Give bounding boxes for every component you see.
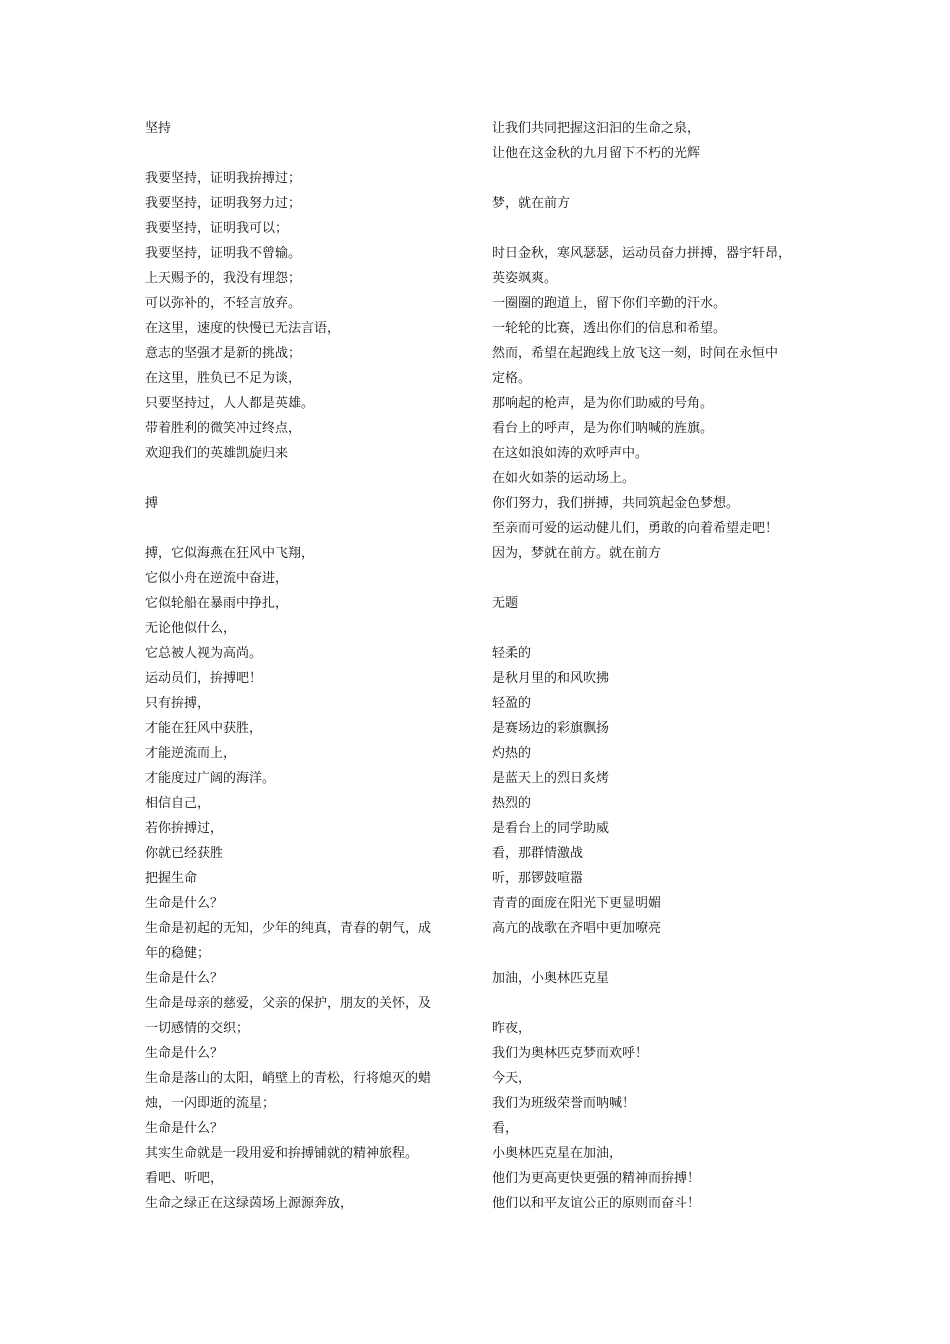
right-text-line: 我们为奥林匹克梦而欢呼！ xyxy=(492,1046,649,1061)
left-text-line: 搏，它似海燕在狂风中飞翔， xyxy=(145,546,315,561)
left-text-line: 烛，一闪即逝的流星； xyxy=(145,1096,276,1111)
right-text-line: 让他在这金秋的九月留下不朽的光辉 xyxy=(492,146,701,161)
left-text-line: 我要坚持，证明我不曾输。 xyxy=(145,246,302,261)
left-blank-line xyxy=(145,141,465,166)
right-blank-line xyxy=(492,991,812,1016)
right-blank-line xyxy=(492,941,812,966)
right-text-line: 在这如浪如涛的欢呼声中。 xyxy=(492,446,649,461)
left-text-line: 生命是什么？ xyxy=(145,1121,224,1136)
left-text-line: 无论他似什么， xyxy=(145,621,237,636)
right-text-line: 高亢的战歌在齐唱中更加嘹亮 xyxy=(492,921,662,936)
left-text-line: 搏 xyxy=(145,496,159,511)
left-text-line: 可以弥补的，不轻言放弃。 xyxy=(145,296,302,311)
right-blank-line xyxy=(492,166,812,191)
right-text-line: 他们为更高更快更强的精神而拚搏！ xyxy=(492,1171,701,1186)
left-text-line: 才能度过广阔的海洋。 xyxy=(145,771,276,786)
right-text-line: 轻柔的 xyxy=(492,646,532,661)
right-text-line: 时日金秋，寒风瑟瑟，运动员奋力拼搏，器宇轩昂， xyxy=(492,246,792,261)
left-text-line: 我要坚持，证明我努力过； xyxy=(145,196,302,211)
right-text-line: 他们以和平友谊公正的原则而奋斗！ xyxy=(492,1196,701,1211)
right-text-line: 那响起的枪声，是为你们助威的号角。 xyxy=(492,396,714,411)
right-text-line: 一轮轮的比赛，透出你们的信息和希望。 xyxy=(492,321,727,336)
right-text-line: 是看台上的同学助威 xyxy=(492,821,610,836)
left-text-line: 生命之绿正在这绿茵场上源源奔放， xyxy=(145,1196,354,1211)
right-text-line: 看台上的呼声，是为你们呐喊的旌旗。 xyxy=(492,421,714,436)
left-text-line: 你就已经获胜 xyxy=(145,846,224,861)
right-column xyxy=(492,116,812,1216)
left-column xyxy=(145,116,465,1216)
left-text-line: 其实生命就是一段用爱和拚搏铺就的精神旅程。 xyxy=(145,1146,419,1161)
right-text-line: 我们为班级荣誉而呐喊！ xyxy=(492,1096,636,1111)
left-text-line: 生命是什么？ xyxy=(145,896,224,911)
right-text-line: 是赛场边的彩旗飘扬 xyxy=(492,721,610,736)
left-text-line: 它似小舟在逆流中奋进， xyxy=(145,571,289,586)
left-text-line: 生命是落山的太阳，峭壁上的青松，行将熄灭的蜡 xyxy=(145,1071,432,1086)
left-text-line: 生命是什么？ xyxy=(145,971,224,986)
left-text-line: 年的稳健； xyxy=(145,946,211,961)
right-text-line: 灼热的 xyxy=(492,746,532,761)
right-blank-line xyxy=(492,566,812,591)
left-blank-line xyxy=(145,466,465,491)
left-text-line: 生命是母亲的慈爱，父亲的保护，朋友的关怀，及 xyxy=(145,996,432,1011)
left-text-line: 它总被人视为高尚。 xyxy=(145,646,263,661)
right-text-line: 梦，就在前方 xyxy=(492,196,571,211)
right-text-line: 定格。 xyxy=(492,371,532,386)
right-text-line: 因为，梦就在前方。就在前方 xyxy=(492,546,662,561)
right-blank-line xyxy=(492,216,812,241)
right-text-line: 今天， xyxy=(492,1071,532,1086)
left-text-line: 才能在狂风中获胜， xyxy=(145,721,263,736)
left-text-line: 欢迎我们的英雄凯旋归来 xyxy=(145,446,289,461)
left-text-line: 我要坚持，证明我可以； xyxy=(145,221,289,236)
left-text-line: 坚持 xyxy=(145,121,172,136)
right-text-line: 是秋月里的和风吹拂 xyxy=(492,671,610,686)
right-text-line: 一圈圈的跑道上，留下你们辛勤的汗水。 xyxy=(492,296,727,311)
left-text-line: 只要坚持过，人人都是英雄。 xyxy=(145,396,315,411)
right-text-line: 英姿飒爽。 xyxy=(492,271,558,286)
right-text-line: 昨夜， xyxy=(492,1021,532,1036)
left-text-line: 生命是初起的无知，少年的纯真，青春的朝气，成 xyxy=(145,921,432,936)
left-text-line: 相信自己， xyxy=(145,796,211,811)
left-blank-line xyxy=(145,516,465,541)
left-text-line: 一切感情的交织； xyxy=(145,1021,250,1036)
right-text-line: 看， xyxy=(492,1121,519,1136)
right-blank-line xyxy=(492,616,812,641)
left-text-line: 在这里，速度的快慢已无法言语， xyxy=(145,321,341,336)
left-text-line: 我要坚持，证明我拚搏过； xyxy=(145,171,302,186)
left-text-line: 只有拚搏， xyxy=(145,696,211,711)
left-text-line: 上天赐予的，我没有埋怨； xyxy=(145,271,302,286)
right-text-line: 是蓝天上的烈日炙烤 xyxy=(492,771,610,786)
right-text-line: 你们努力，我们拼搏，共同筑起金色梦想。 xyxy=(492,496,740,511)
left-text-line: 生命是什么？ xyxy=(145,1046,224,1061)
right-text-line: 加油，小奥林匹克星 xyxy=(492,971,610,986)
right-text-line: 无题 xyxy=(492,596,519,611)
right-text-line: 轻盈的 xyxy=(492,696,532,711)
left-text-line: 运动员们，拚搏吧！ xyxy=(145,671,263,686)
left-text-line: 意志的坚强才是新的挑战； xyxy=(145,346,302,361)
right-text-line: 听，那锣鼓喧嚣 xyxy=(492,871,584,886)
left-text-line: 它似轮船在暴雨中挣扎， xyxy=(145,596,289,611)
right-text-line: 让我们共同把握这汩汩的生命之泉， xyxy=(492,121,701,136)
left-text-line: 把握生命 xyxy=(145,871,198,886)
left-text-line: 看吧、听吧， xyxy=(145,1171,224,1186)
right-text-line: 至亲而可爱的运动健儿们，勇敢的向着希望走吧！ xyxy=(492,521,779,536)
left-text-line: 若你拚搏过， xyxy=(145,821,224,836)
right-text-line: 青青的面庞在阳光下更显明媚 xyxy=(492,896,662,911)
left-text-line: 在这里，胜负已不足为谈， xyxy=(145,371,302,386)
left-text-line: 带着胜利的微笑冲过终点， xyxy=(145,421,302,436)
right-text-line: 在如火如荼的运动场上。 xyxy=(492,471,636,486)
right-text-line: 小奥林匹克星在加油， xyxy=(492,1146,623,1161)
right-text-line: 热烈的 xyxy=(492,796,532,811)
right-text-line: 然而，希望在起跑线上放飞这一刻，时间在永恒中 xyxy=(492,346,779,361)
right-text-line: 看，那群情激战 xyxy=(492,846,584,861)
left-text-line: 才能逆流而上， xyxy=(145,746,237,761)
